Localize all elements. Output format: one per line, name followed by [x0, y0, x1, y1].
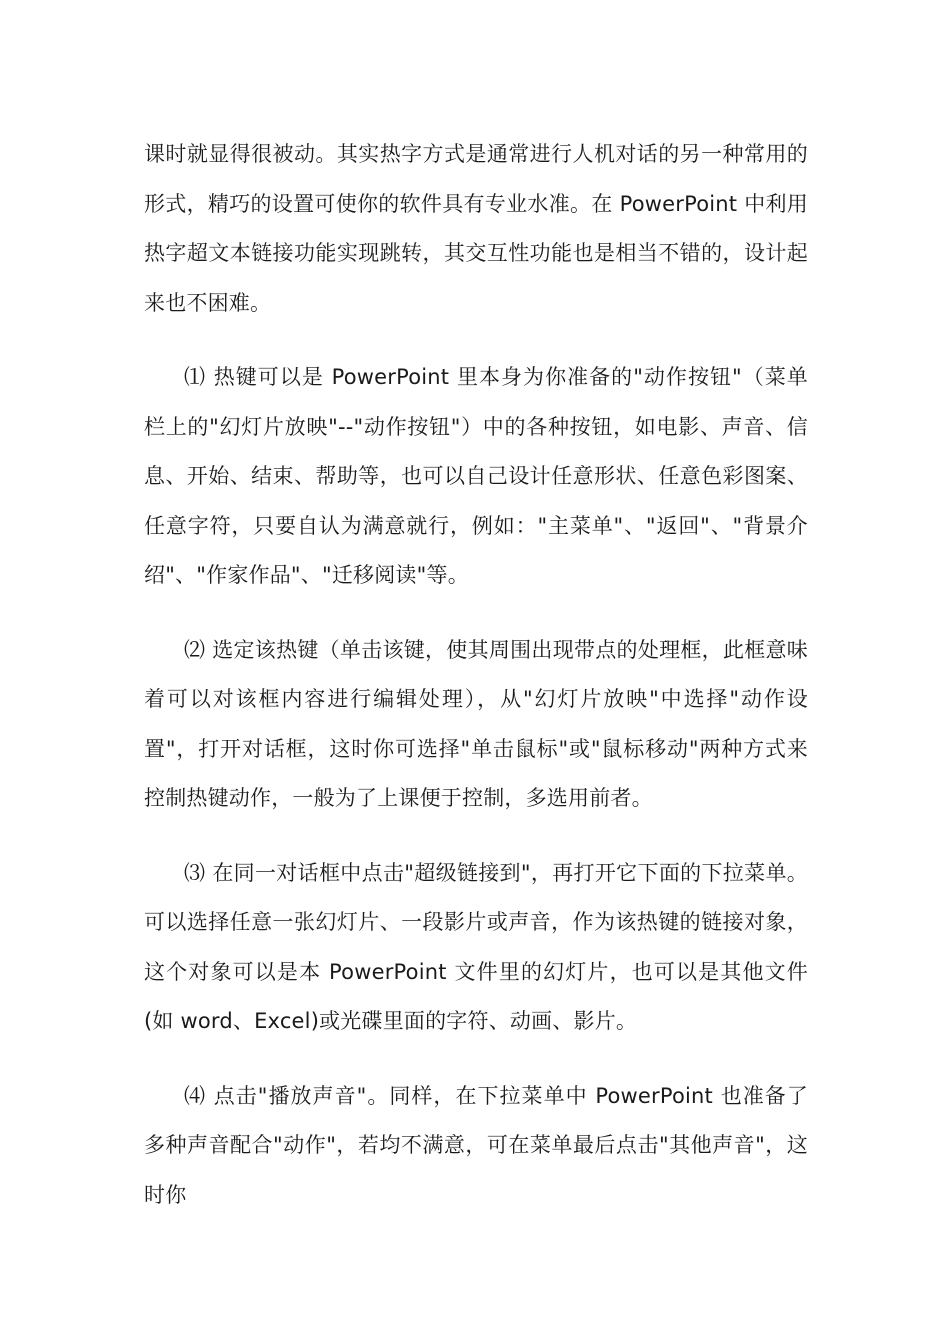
document-page	[144, 130, 808, 1220]
paragraph-step-1: ⑴ 热键可以是 PowerPoint 里本身为你准备的"动作按钮"（菜单栏上的"幻灯片放映"--"动作按钮"）中的各种按钮，如电影、声音、信息、开始、结束、帮助等，也可以自己设计任意形状、任意色彩图案、任意字符，只要自认为满意就行，例如："主菜单"、"返回"、"背景介绍"、"作家作品"、"迁移阅读"等。	[144, 365, 808, 587]
paragraph-step-3: ⑶ 在同一对话框中点击"超级链接到"，再打开它下面的下拉菜单。可以选择任意一张幻灯片、一段影片或声音，作为该热键的链接对象，这个对象可以是本 PowerPoint 文件里的幻灯片，也可以是其他文件(如 word、Excel)或光碟里面的字符、动画、影片。	[144, 860, 808, 1033]
paragraph-continuation: 课时就显得很被动。其实热字方式是通常进行人机对话的另一种常用的形式，精巧的设置可使你的软件具有专业水准。在 PowerPoint 中利用热字超文本链接功能实现跳转，其交互性功能也是相当不错的，设计起来也不困难。	[144, 142, 808, 315]
paragraph-step-2: ⑵ 选定该热键（单击该键，使其周围出现带点的处理框，此框意味着可以对该框内容进行编辑处理），从"幻灯片放映"中选择"动作设置"，打开对话框，这时你可选择"单击鼠标"或"鼠标移动"两种方式来控制热键动作，一般为了上课便于控制，多选用前者。	[144, 637, 808, 810]
paragraph-step-4: ⑷ 点击"播放声音"。同样，在下拉菜单中 PowerPoint 也准备了多种声音配合"动作"，若均不满意，可在菜单最后点击"其他声音"，这时你	[144, 1083, 808, 1207]
